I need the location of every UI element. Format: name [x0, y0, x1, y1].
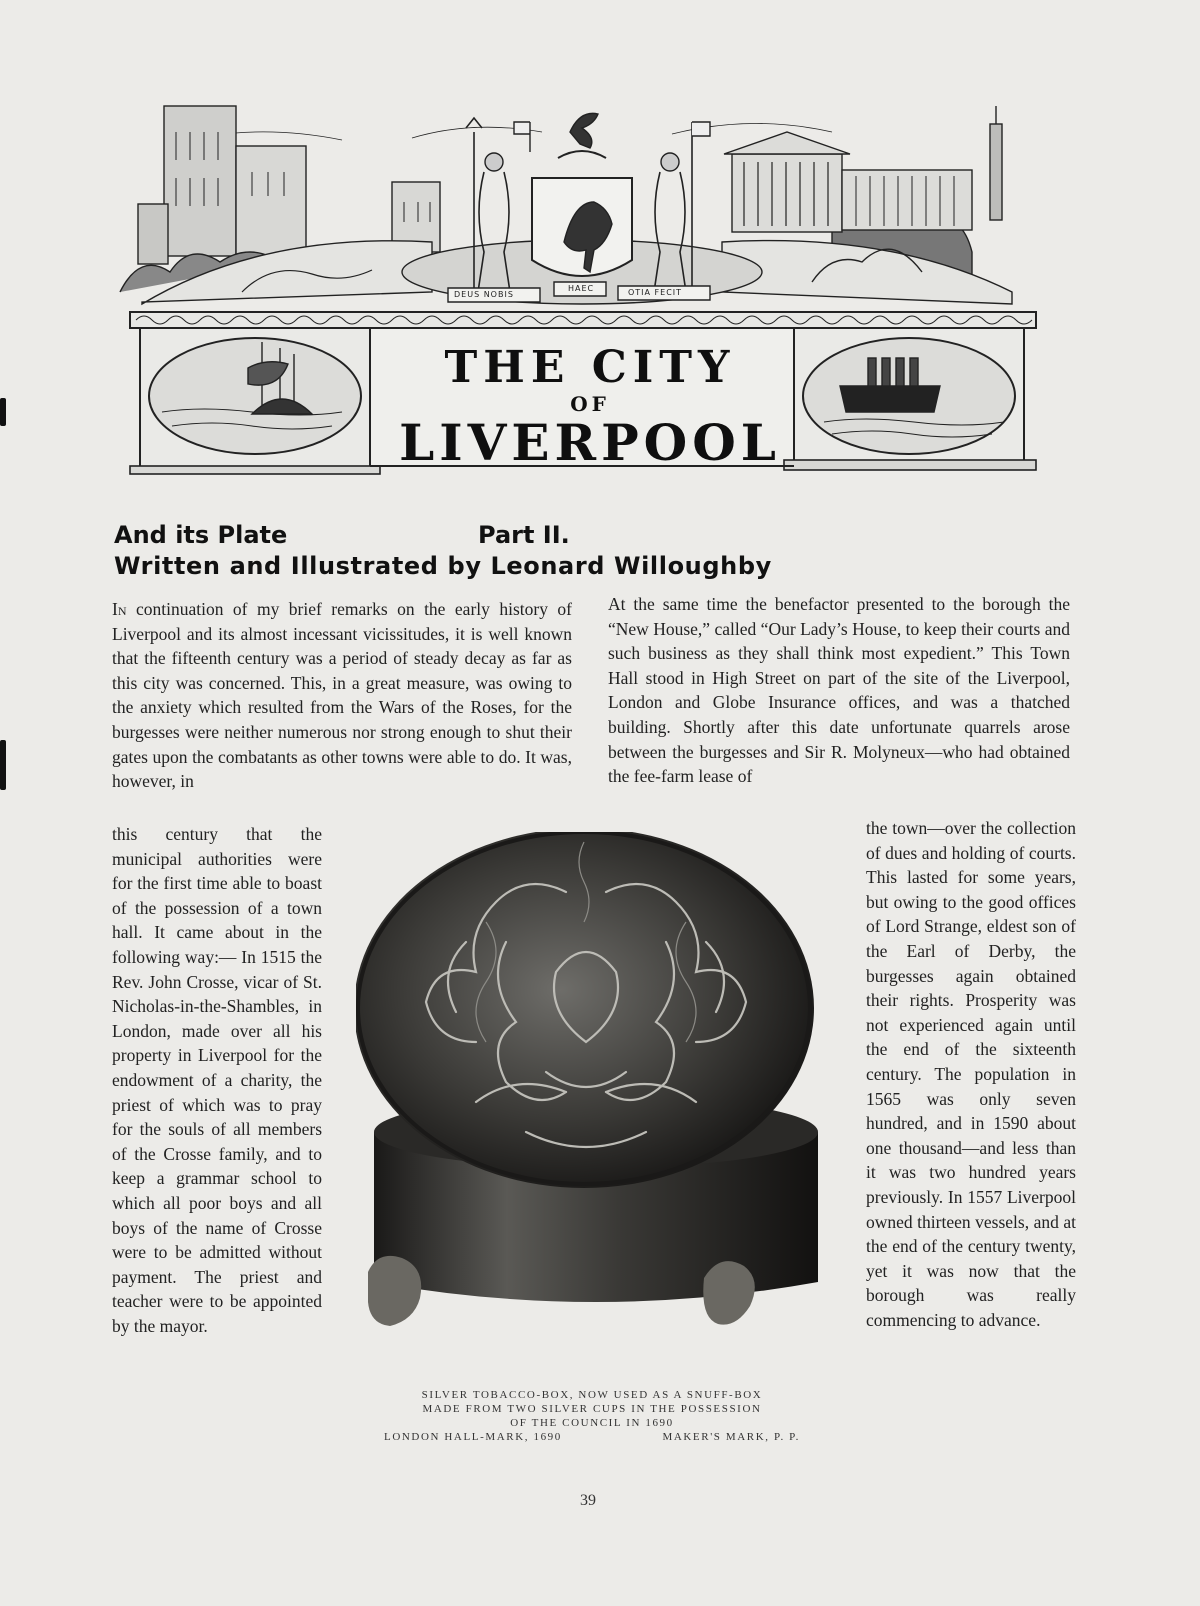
photo-caption — [380, 1388, 804, 1444]
paragraph-text: continuation of my brief remarks on the early history of Liverpool and its almost incessant vicissitudes, it is well known that the fifteenth century was a period of steady decay as far as this city was concerned. This, in a great measure, was owing to the anxiety which resulted from the Wars of the Roses, for the burgesses were neither numerous nor strong enough to shut their gates upon the combatants as other towns were able to do. It was, however, in — [112, 599, 572, 792]
binding-mark — [0, 740, 6, 790]
caption-hallmark: LONDON HALL-MARK, 1690 — [384, 1431, 562, 1443]
title-line-liverpool: LIVERPOOL — [399, 413, 781, 472]
page-number: 39 — [580, 1492, 596, 1509]
header-banner — [112, 92, 1054, 492]
caption-makers-mark: MAKER'S MARK, P. P. — [662, 1431, 800, 1443]
paragraph-text: the town—over the collection of dues and holding of courts. This lasted for some years, but owing to the good offices of Lord Strange, eldest son of the Earl of Derby, the burgesses again obtained their rights. Prosperity was not experienced again until the end of the sixteenth century. The population in 1565 was only seven hundred, and in 1590 about one thousand—and less than it was two hundred years previously. In 1557 Liverpool owned thirteen vessels, and at the end of the century twenty, yet it was now that the borough was really commencing to advance. — [866, 818, 1076, 1330]
body-column-right-top — [608, 592, 1070, 789]
banner-title — [380, 332, 800, 482]
title-line-city: THE CITY — [444, 342, 736, 393]
binding-mark — [0, 398, 6, 426]
tobacco-box-photo — [356, 832, 836, 1360]
caption-line: OF THE COUNCIL IN 1690 — [510, 1417, 674, 1429]
caption-marks — [380, 1430, 804, 1444]
title-line-of: OF — [570, 392, 610, 416]
motto-right: OTIA FECIT — [628, 288, 683, 297]
paragraph-text: this century that the municipal authorities were for the first time able to boast of the possession of a town hall. It came about in the following way:— In 1515 the Rev. John Crosse, vicar of St. Nicholas-in-the-Shambles, in London, made over all his property in Liverpool for the endowment of a charity, the priest of which was to pray for the souls of all members of the Crosse family, and to keep a grammar school to which all poor boys and all boys of the name of Crosse were to be admitted without payment. The priest and teacher were to be appointed by the mayor. — [112, 824, 322, 1336]
motto-center: HAEC — [568, 284, 595, 293]
body-column-right-narrow — [866, 816, 1076, 1332]
caption-line: MADE FROM TWO SILVER CUPS IN THE POSSESSION — [422, 1403, 762, 1415]
article-heading — [114, 520, 934, 582]
motto-left: DEUS NOBIS — [454, 290, 514, 299]
paragraph-text: At the same time the benefactor presented to the borough the “New House,” called “Our Lady’s House, to keep their courts and such business as they shall think most expedient.” This Town Hall stood in High Street on part of the site of the Liverpool, London and Globe Insurance offices, and was a thatched building. Shortly after this date unfortunate quarrels arose between the burgesses and Sir R. Molyneux—who had obtained the fee-farm lease of — [608, 594, 1070, 787]
heading-byline: Written and Illustrated by Leonard Willoughby — [114, 552, 772, 580]
body-column-left-top — [112, 597, 572, 794]
body-column-left-narrow — [112, 822, 322, 1338]
heading-part: Part II. — [478, 521, 570, 549]
drop-word: In — [112, 599, 127, 619]
heading-subtitle: And its Plate — [114, 521, 288, 549]
caption-line: SILVER TOBACCO-BOX, NOW USED AS A SNUFF-BOX — [421, 1389, 763, 1401]
